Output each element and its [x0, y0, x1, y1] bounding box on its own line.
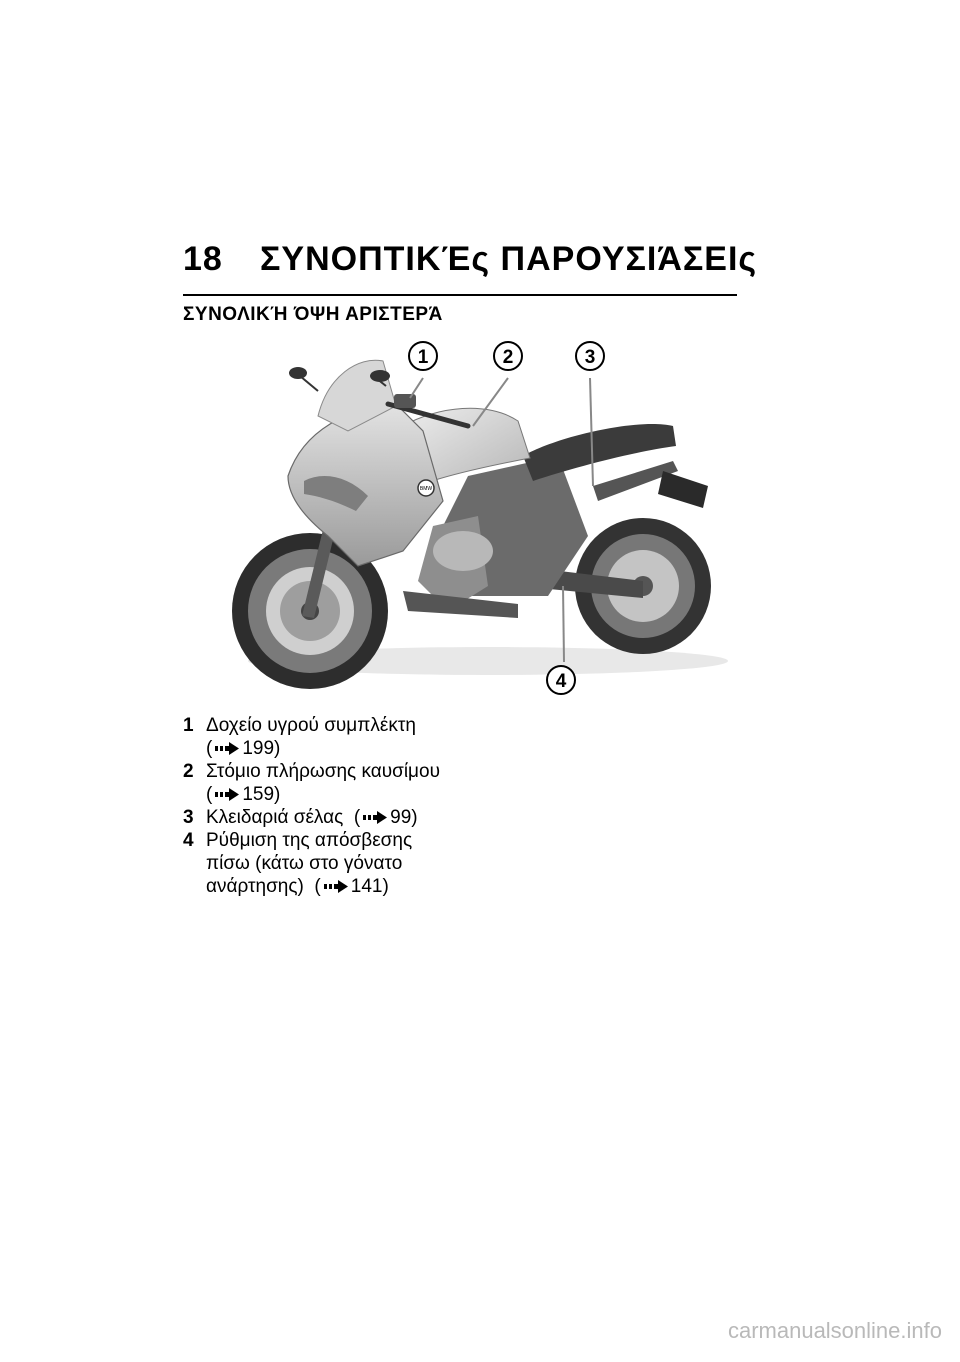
chapter-title: ΣΥΝΟΠΤΙΚΈς ΠΑΡΟΥΣΙΆΣΕΙς [260, 240, 758, 278]
callout-4 [547, 666, 575, 694]
legend-reference: ( 199) [206, 738, 281, 759]
svg-text:1: 1 [417, 347, 429, 368]
page-reference-arrow-icon [215, 742, 239, 755]
legend-text: Κλειδαριά σέλας ( 99) [206, 807, 418, 828]
legend [183, 714, 483, 898]
page-number: 18 [183, 240, 223, 278]
legend-item-4 [183, 829, 483, 898]
legend-text: Δοχείο υγρού συμπλέκτη [206, 715, 416, 736]
legend-item-2 [183, 760, 483, 806]
legend-item-3 [183, 806, 483, 829]
callout-1 [409, 342, 437, 370]
legend-number: 3 [183, 807, 194, 828]
page-header [183, 240, 758, 280]
page-reference-arrow-icon [324, 880, 348, 893]
watermark: carmanualsonline.info [727, 1318, 942, 1343]
svg-text:3: 3 [584, 347, 596, 368]
legend-text: Ρύθμιση της απόσβεσης [206, 830, 413, 851]
bmw-emblem: BMW [419, 486, 433, 492]
legend-text-continued: πίσω (κάτω στο γόνατο [206, 853, 403, 874]
legend-number: 2 [183, 761, 194, 782]
callout-3 [576, 342, 604, 370]
legend-number: 1 [183, 715, 194, 736]
page-reference-arrow-icon [363, 811, 387, 824]
legend-number: 4 [183, 830, 194, 851]
header-rule [183, 294, 737, 296]
legend-reference: ανάρτησης) ( 141) [206, 876, 389, 897]
callout-2 [494, 342, 522, 370]
legend-text: Στόμιο πλήρωσης καυσίμου [206, 761, 440, 782]
section-title: ΣΥΝΟΛΙΚΉ ΌΨΗ ΑΡΙΣΤΕΡΆ [183, 304, 443, 325]
legend-reference: ( 159) [206, 784, 281, 805]
page-reference-arrow-icon [215, 788, 239, 801]
svg-text:2: 2 [502, 347, 514, 368]
legend-item-1 [183, 714, 483, 760]
svg-text:4: 4 [555, 671, 567, 692]
motorcycle-illustration [218, 336, 738, 706]
